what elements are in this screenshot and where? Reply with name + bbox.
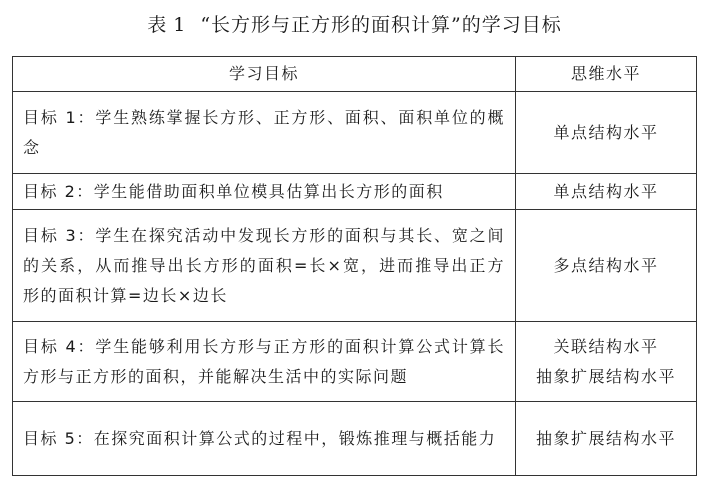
- caption-number: 1: [173, 14, 187, 36]
- level-cell: [516, 174, 697, 210]
- table-caption: [0, 12, 709, 38]
- level-label: 关联结构水平: [553, 336, 659, 356]
- level-label: 单点结构水平: [553, 181, 659, 201]
- header-level: 思维水平: [516, 57, 697, 92]
- caption-label: 表: [147, 14, 168, 36]
- table-row: [13, 402, 697, 476]
- table-row: [13, 322, 697, 402]
- level-label: 多点结构水平: [553, 255, 659, 275]
- table-row: [13, 92, 697, 174]
- table-row: [13, 210, 697, 322]
- caption-title: “长方形与正方形的面积计算”的学习目标: [200, 14, 562, 36]
- level-label: 单点结构水平: [553, 122, 659, 142]
- goal-cell: 目标 1：学生熟练掌握长方形、正方形、面积、面积单位的概念: [13, 92, 516, 174]
- goal-cell: 目标 3：学生在探究活动中发现长方形的面积与其长、宽之间的关系，从而推导出长方形的面积=长×宽，进而推导出正方形的面积计算=边长×边长: [13, 210, 516, 322]
- goal-cell: 目标 4：学生能够利用长方形与正方形的面积计算公式计算长方形与正方形的面积，并能解决生活中的实际问题: [13, 322, 516, 402]
- goal-cell: 目标 5：在探究面积计算公式的过程中，锻炼推理与概括能力: [13, 402, 516, 476]
- level-cell: [516, 322, 697, 402]
- level-cell: [516, 402, 697, 476]
- header-goal: 学习目标: [13, 57, 516, 92]
- level-label: 抽象扩展结构水平: [535, 428, 676, 448]
- level-cell: [516, 210, 697, 322]
- table-header-row: [13, 57, 697, 92]
- goal-cell: 目标 2：学生能借助面积单位模具估算出长方形的面积: [13, 174, 516, 210]
- table-row: [13, 174, 697, 210]
- level-label: 抽象扩展结构水平: [535, 366, 676, 386]
- level-cell: [516, 92, 697, 174]
- learning-goals-table: [12, 56, 697, 476]
